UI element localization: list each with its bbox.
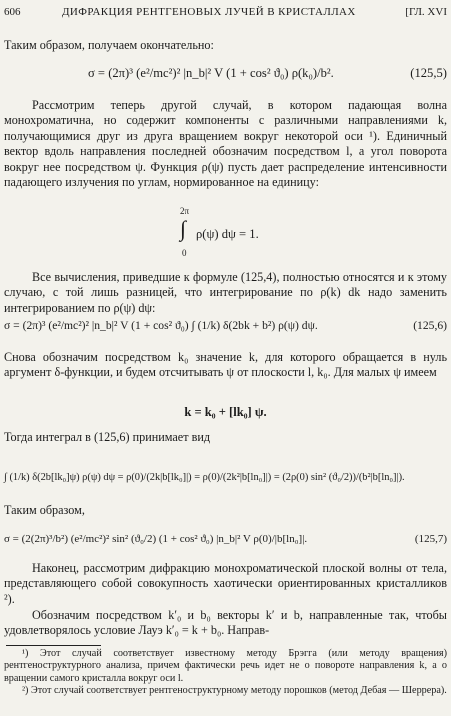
paragraph-7: Наконец, рассмотрим дифракцию монохроматической плоской волны от тела, представляющего собой совокупность хаотически ориентированных кристалликов ²). <box>4 561 447 606</box>
equation-normalization <box>4 206 447 268</box>
equation-125-6-body: σ = (2π)³ (e²/mc²)² |n_b|² V (1 + cos² ϑ₀) ∫ (1/k) δ(2bk + b²) ρ(ψ) dψ. <box>4 319 318 332</box>
footnote-2: ²) Этот случай соответствует рентгеноструктурному методу порошков (метод Дебая — Шеррера). <box>22 685 447 696</box>
paragraph-5: Тогда интеграл в (125,6) принимает вид <box>4 430 211 444</box>
integral-lower-limit: 0 <box>182 248 187 258</box>
paragraph-1: Таким образом, получаем окончательно: <box>4 38 214 52</box>
running-header <box>4 6 447 22</box>
chapter-label: [ГЛ. XVI <box>405 6 447 18</box>
integral-upper-limit: 2π <box>180 206 190 216</box>
integral-sign: ∫ <box>180 216 187 241</box>
footnote-separator <box>6 645 101 646</box>
equation-125-5-number: (125,5) <box>410 66 447 80</box>
equation-125-7-number: (125,7) <box>414 533 447 545</box>
page-number: 606 <box>4 6 21 18</box>
normalization-body: ρ(ψ) dψ = 1. <box>196 227 259 241</box>
equation-125-5-body: σ = (2π)³ (e²/mc²)² |n_b|² V (1 + cos² ϑ₀) ρ(k₀)/b². <box>88 66 334 80</box>
footnote-1: ¹) Этот случай соответствует известному методу Брэгга (или методу вращения) рентгеноструктурного анализа, причем фактически речь идет не о повороте направления k, а о вращении самого кристалла вокруг оси l. <box>4 648 447 684</box>
equation-125-6-number: (125,6) <box>413 319 447 332</box>
paragraph-4: Снова обозначим посредством k₀ значение k, для которого обращается в нуль аргумент δ-функции, и будем отсчитывать ψ от плоскости l, k₀. Для малых ψ имеем <box>4 350 447 380</box>
equation-integral-value: ∫ (1/k) δ(2b[lk₀]ψ) ρ(ψ) dψ = ρ(0)/(2k|b[lk₀]|) = ρ(0)/(2k²|b[ln₀]|) = (2ρ(0) sin² (ϑ₀/2))/(b²|b[ln₀]|). <box>4 472 405 483</box>
paragraph-8: Обозначим посредством k′₀ и b₀ векторы k′ и b, направленные так, чтобы удовлетворялось условие Лауэ k′₀ = k + b₀. Направ- <box>4 608 447 638</box>
paragraph-6: Таким образом, <box>4 503 85 517</box>
equation-small-psi: k = k₀ + [lk₀] ψ. <box>184 405 267 419</box>
running-title: ДИФРАКЦИЯ РЕНТГЕНОВЫХ ЛУЧЕЙ В КРИСТАЛЛАХ <box>62 6 356 18</box>
paragraph-3: Все вычисления, приведшие к формуле (125,4), полностью относятся и к этому случаю, с той лишь разницей, что интегрирование по ρ(k) dk надо заменить интегрированием по ρ(ψ) dψ: <box>4 270 447 315</box>
equation-125-7-body: σ = (2(2π)³/b²) (e²/mc²)² sin² (ϑ₀/2) (1 + cos² ϑ₀) |n_b|² V ρ(0)/|b[ln₀]|. <box>4 533 308 545</box>
paragraph-2: Рассмотрим теперь другой случай, в котором падающая волна монохроматична, но содержит компоненты с различными направлениями k, получающимися друг из друга вращением вокруг некоторой оси ¹). Единичный вектор вдоль направления последней обозначим посредством l, а угол поворота вокруг нее посредством ψ. Функция ρ(ψ) пусть дает распределение интенсивности падающего излучения по углам, нормированное на единицу: <box>4 98 447 190</box>
